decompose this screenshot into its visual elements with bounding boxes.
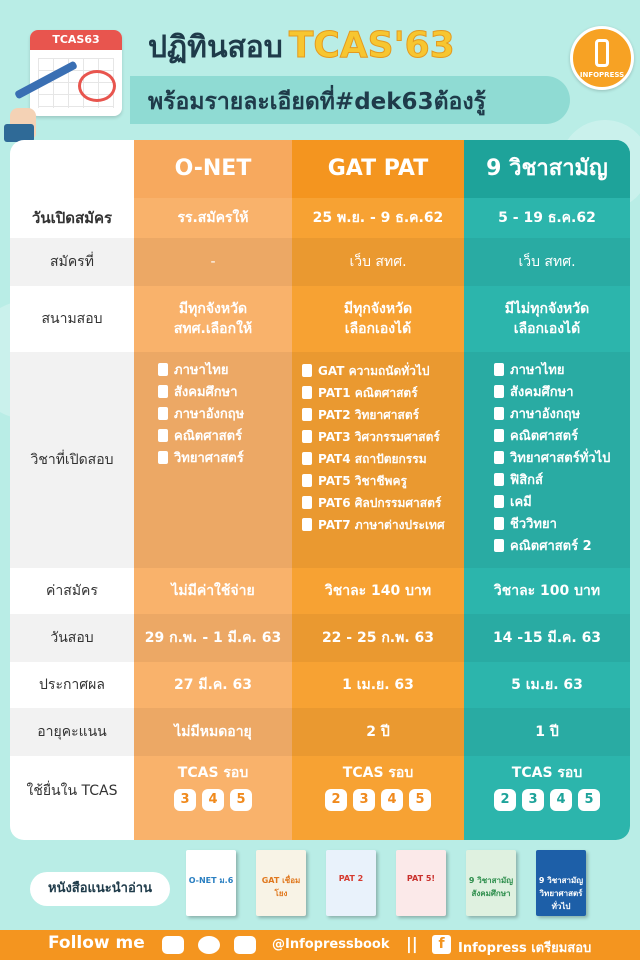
list-item: ภาษาไทย (158, 360, 244, 382)
list-item: เคมี (494, 492, 610, 514)
subject-list-gatpat (302, 360, 445, 536)
row-subjects (10, 352, 630, 568)
subject-list-onet (158, 360, 244, 470)
column-header-gatpat: GAT PAT (292, 140, 464, 198)
tcas-round-label: TCAS รอบ (177, 765, 249, 781)
row-where (10, 238, 630, 286)
table-cell: - (210, 254, 216, 270)
cell-line: มีไม่ทุกจังหวัด (504, 301, 590, 317)
document-icon (158, 407, 168, 420)
subject-list-nine (494, 360, 610, 558)
list-item: ภาษาอังกฤษ (158, 404, 244, 426)
document-icon (302, 430, 312, 443)
table-cell: ไม่มีหมดอายุ (174, 724, 252, 740)
document-icon (494, 539, 504, 552)
instagram-icon[interactable] (234, 936, 256, 954)
document-icon (158, 385, 168, 398)
round-badge: 3 (522, 789, 544, 811)
list-item: ฟิสิกส์ (494, 470, 610, 492)
schedule-table (10, 140, 630, 840)
column-header-nine: 9 วิชาสามัญ (464, 140, 630, 198)
cell-line: มีทุกจังหวัด (178, 301, 248, 317)
facebook-icon[interactable]: f (432, 935, 451, 954)
calendar-label: TCAS63 (30, 30, 122, 50)
infopress-logo[interactable] (570, 26, 634, 90)
table-cell (134, 286, 292, 352)
list-item: PAT4 สถาปัตยกรรม (302, 448, 445, 470)
table-cell: ไม่มีค่าใช้จ่าย (171, 583, 255, 599)
column-header-onet: O-NET (134, 140, 292, 198)
facebook-page-name[interactable]: Infopress เตรียมสอบ (458, 941, 592, 956)
row-label: วันสอบ (50, 630, 94, 646)
cell-line: สทศ.เลือกให้ (173, 321, 253, 337)
document-icon (494, 385, 504, 398)
book-cover[interactable]: GAT เชื่อมโยง (256, 850, 306, 916)
list-item: ภาษาอังกฤษ (494, 404, 610, 426)
cell-line: มีทุกจังหวัด (343, 301, 413, 317)
title-prefix: ปฏิทินสอบ (148, 30, 283, 65)
footer (0, 930, 640, 960)
round-badge: 5 (578, 789, 600, 811)
round-badge: 4 (550, 789, 572, 811)
round-badge: 2 (494, 789, 516, 811)
document-icon (494, 363, 504, 376)
document-icon (302, 408, 312, 421)
row-validity (10, 708, 630, 756)
book-cover[interactable]: O-NET ม.6 (186, 850, 236, 916)
follow-label: Follow me (48, 933, 145, 953)
book-cover[interactable]: 9 วิชาสามัญ สังคมศึกษา (466, 850, 516, 916)
document-icon (494, 517, 504, 530)
twitter-icon[interactable] (198, 936, 220, 954)
document-icon (494, 495, 504, 508)
row-label: อายุคะแนน (37, 724, 107, 740)
round-badge: 5 (409, 789, 431, 811)
recommended-books (0, 842, 640, 930)
row-fee (10, 568, 630, 614)
round-badge: 4 (381, 789, 403, 811)
document-icon (158, 429, 168, 442)
list-item: PAT1 คณิตศาสตร์ (302, 382, 445, 404)
table-cell: 29 ก.พ. - 1 มี.ค. 63 (144, 630, 282, 646)
document-icon (302, 518, 312, 531)
book-cover[interactable]: PAT 2 (326, 850, 376, 916)
list-item: GAT ความถนัดทั่วไป (302, 360, 445, 382)
document-icon (158, 451, 168, 464)
document-icon (302, 386, 312, 399)
logo-text: INFOPRESS (579, 71, 625, 79)
row-tcas (10, 756, 630, 840)
row-label: วันเปิดสมัคร (31, 209, 113, 227)
list-item: PAT5 วิชาชีพครู (302, 470, 445, 492)
table-cell: 5 เม.ย. 63 (511, 677, 583, 693)
social-handle[interactable]: @Infopressbook (272, 937, 390, 952)
table-cell: 5 - 19 ธ.ค.62 (498, 210, 596, 226)
round-badge: 3 (353, 789, 375, 811)
list-item: สังคมศึกษา (494, 382, 610, 404)
page-subtitle: พร้อมรายละเอียดที่#dek63ต้องรู้ (148, 89, 486, 115)
table-cell: 22 - 25 ก.พ. 63 (321, 630, 435, 646)
row-label: สมัครที่ (50, 254, 94, 270)
document-icon (494, 473, 504, 486)
list-item: สังคมศึกษา (158, 382, 244, 404)
tcas-rounds-gatpat (292, 756, 464, 826)
tcas-rounds-onet (134, 756, 292, 826)
document-icon (302, 364, 312, 377)
round-badge: 2 (325, 789, 347, 811)
document-icon (494, 429, 504, 442)
table-cell: รร.สมัครให้ (177, 210, 249, 226)
table-cell: 27 มี.ค. 63 (174, 677, 252, 693)
calendar-circle-mark (78, 70, 116, 102)
list-item: คณิตศาสตร์ 2 (494, 536, 610, 558)
row-label: วิชาที่เปิดสอบ (30, 452, 114, 468)
header (0, 0, 640, 140)
table-cell (292, 286, 464, 352)
youtube-icon[interactable] (162, 936, 184, 954)
table-cell: เว็บ สทศ. (349, 254, 407, 270)
tcas-rounds-nine (464, 756, 630, 826)
row-open (10, 198, 630, 238)
list-item: วิทยาศาสตร์ทั่วไป (494, 448, 610, 470)
table-cell: เว็บ สทศ. (518, 254, 576, 270)
table-cell: 1 เม.ย. 63 (342, 677, 414, 693)
book-cover[interactable]: 9 วิชาสามัญ วิทยาศาสตร์ทั่วไป (536, 850, 586, 916)
table-cell: 25 พ.ย. - 9 ธ.ค.62 (312, 210, 444, 226)
list-item: PAT2 วิทยาศาสตร์ (302, 404, 445, 426)
table-cell: 1 ปี (535, 724, 559, 740)
list-item: PAT7 ภาษาต่างประเทศ (302, 514, 445, 536)
row-label: ใช้ยื่นใน TCAS (26, 783, 118, 799)
cell-line: เลือกเองได้ (513, 321, 581, 337)
list-item: PAT6 ศิลปกรรมศาสตร์ (302, 492, 445, 514)
page-title (148, 24, 455, 71)
table-cell: 14 -15 มี.ค. 63 (492, 630, 602, 646)
list-item: ชีววิทยา (494, 514, 610, 536)
row-result (10, 662, 630, 708)
list-item: วิทยาศาสตร์ (158, 448, 244, 470)
list-item: คณิตศาสตร์ (494, 426, 610, 448)
book-cover[interactable]: PAT 5! (396, 850, 446, 916)
document-icon (494, 451, 504, 464)
table-cell: วิชาละ 100 บาท (493, 583, 601, 599)
round-badge: 4 (202, 789, 224, 811)
logo-icon (595, 39, 609, 67)
row-label: สนามสอบ (41, 311, 103, 327)
calendar-icon (30, 30, 122, 116)
separator: || (406, 934, 418, 953)
table-cell (464, 286, 630, 352)
list-item: คณิตศาสตร์ (158, 426, 244, 448)
round-badge: 5 (230, 789, 252, 811)
document-icon (302, 496, 312, 509)
cell-line: เลือกเองได้ (344, 321, 412, 337)
document-icon (158, 363, 168, 376)
row-label: ค่าสมัคร (46, 583, 98, 599)
tcas-round-label: TCAS รอบ (342, 765, 414, 781)
title-highlight: TCAS'63 (288, 25, 455, 66)
table-cell: 2 ปี (366, 724, 390, 740)
tcas-round-label: TCAS รอบ (511, 765, 583, 781)
document-icon (302, 474, 312, 487)
list-item: PAT3 วิศวกรรมศาสตร์ (302, 426, 445, 448)
row-exam (10, 614, 630, 662)
document-icon (302, 452, 312, 465)
document-icon (494, 407, 504, 420)
list-item: ภาษาไทย (494, 360, 610, 382)
row-label: ประกาศผล (39, 677, 105, 693)
row-venue (10, 286, 630, 352)
round-badge: 3 (174, 789, 196, 811)
books-label: หนังสือแนะนำอ่าน (30, 872, 170, 906)
table-cell: วิชาละ 140 บาท (324, 583, 432, 599)
